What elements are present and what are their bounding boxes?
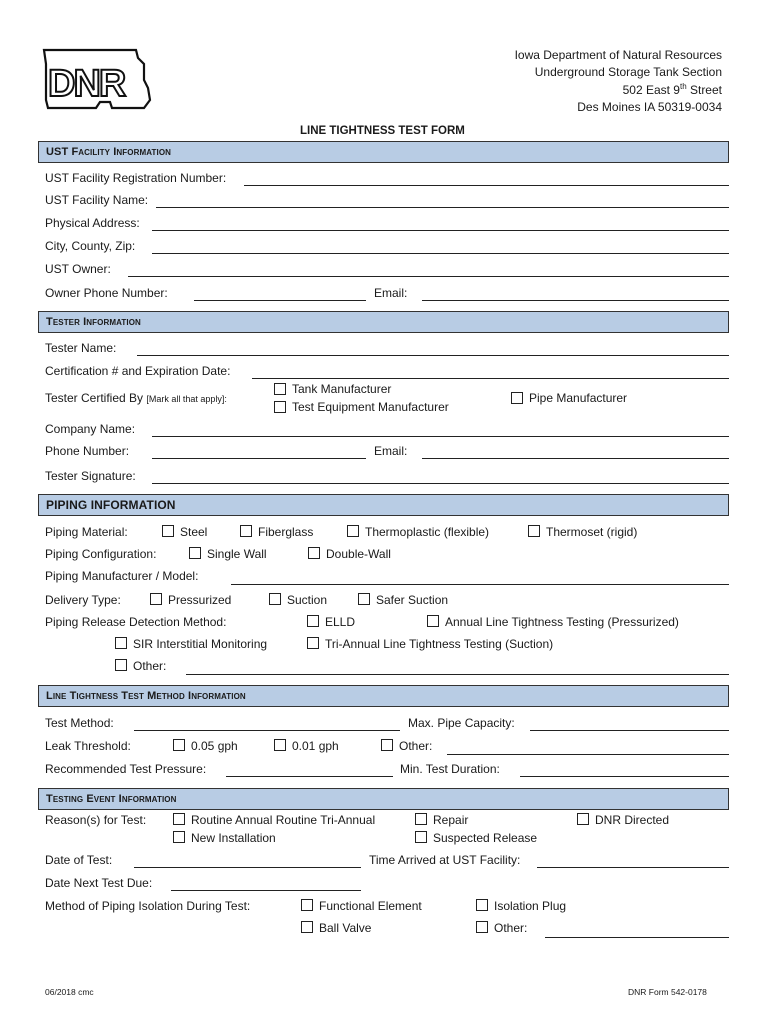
001-gph-label: 0.01 gph (292, 739, 339, 753)
tester-signature-label: Tester Signature: (45, 469, 136, 483)
date-of-test-field[interactable] (134, 867, 361, 868)
test-method-field[interactable] (134, 730, 400, 731)
isolation-method-label: Method of Piping Isolation During Test: (45, 899, 251, 913)
footer-form-number: DNR Form 542-0178 (628, 987, 707, 997)
release-other-field[interactable] (186, 674, 729, 675)
checkbox-routine[interactable] (173, 813, 185, 825)
tester-email-field[interactable] (422, 458, 729, 459)
pressurized-label: Pressurized (168, 593, 232, 607)
dnr-logo (40, 44, 156, 116)
tester-signature-field[interactable] (152, 483, 729, 484)
checkbox-suspected-release[interactable] (415, 831, 427, 843)
owner-phone-label: Owner Phone Number: (45, 286, 168, 300)
005-gph-label: 0.05 gph (191, 739, 238, 753)
release-detection-label: Piping Release Detection Method: (45, 615, 227, 629)
checkbox-safer-suction[interactable] (358, 593, 370, 605)
physical-address-label: Physical Address: (45, 216, 140, 230)
tester-phone-field[interactable] (152, 458, 366, 459)
checkbox-001-gph[interactable] (274, 739, 286, 751)
thermoset-label: Thermoset (rigid) (546, 525, 638, 539)
threshold-other-field[interactable] (447, 754, 729, 755)
section-header-tester: Tester Information (38, 311, 729, 333)
certification-label: Certification # and Expiration Date: (45, 364, 231, 378)
double-wall-label: Double-Wall (326, 547, 391, 561)
test-method-label: Test Method: (45, 716, 114, 730)
date-next-due-label: Date Next Test Due: (45, 876, 153, 890)
piping-material-label: Piping Material: (45, 525, 128, 539)
agency-name: Iowa Department of Natural Resources (514, 48, 722, 62)
section-header-piping: PIPING INFORMATION (38, 494, 729, 516)
footer-revision: 06/2018 cmc (45, 987, 94, 997)
tester-name-label: Tester Name: (45, 341, 117, 355)
routine-label: Routine Annual Routine Tri-Annual (191, 813, 376, 827)
safer-suction-label: Safer Suction (376, 593, 449, 607)
checkbox-isolation-other[interactable] (476, 921, 488, 933)
max-pipe-capacity-field[interactable] (530, 730, 729, 731)
dnr-directed-label: DNR Directed (595, 813, 670, 827)
owner-email-label: Email: (374, 286, 408, 300)
facility-registration-label: UST Facility Registration Number: (45, 171, 227, 185)
triannual-ltt-label: Tri-Annual Line Tightness Testing (Suction) (325, 637, 554, 651)
tank-manufacturer-label: Tank Manufacturer (292, 382, 392, 396)
thermoplastic-label: Thermoplastic (flexible) (365, 525, 490, 539)
single-wall-label: Single Wall (207, 547, 267, 561)
suction-label: Suction (287, 593, 328, 607)
facility-name-field[interactable] (156, 207, 729, 208)
agency-city: Des Moines IA 50319-0034 (577, 100, 722, 114)
certification-field[interactable] (252, 378, 729, 379)
test-equipment-manufacturer-label: Test Equipment Manufacturer (292, 400, 449, 414)
city-county-zip-label: City, County, Zip: (45, 239, 136, 253)
pipe-manufacturer-label: Pipe Manufacturer (529, 391, 628, 405)
section-header-testing-event: Testing Event Information (38, 788, 729, 810)
checkbox-suction[interactable] (269, 593, 281, 605)
checkbox-tank-manufacturer[interactable] (274, 383, 286, 395)
agency-street: 502 East 9th Street (622, 82, 722, 97)
reasons-label: Reason(s) for Test: (45, 813, 147, 827)
time-arrived-field[interactable] (537, 867, 729, 868)
checkbox-pressurized[interactable] (150, 593, 162, 605)
city-county-zip-field[interactable] (152, 253, 729, 254)
isolation-other-label: Other: (494, 921, 528, 935)
checkbox-threshold-other[interactable] (381, 739, 393, 751)
logo-text: DNR (48, 63, 125, 105)
checkbox-annual-ltt[interactable] (427, 615, 439, 627)
checkbox-sir[interactable] (115, 637, 127, 649)
owner-email-field[interactable] (422, 300, 729, 301)
physical-address-field[interactable] (152, 230, 729, 231)
new-installation-label: New Installation (191, 831, 276, 845)
tester-name-field[interactable] (137, 355, 729, 356)
ust-owner-field[interactable] (128, 276, 729, 277)
recommended-pressure-field[interactable] (226, 776, 393, 777)
agency-section: Underground Storage Tank Section (534, 65, 722, 79)
min-test-duration-label: Min. Test Duration: (400, 762, 500, 776)
repair-label: Repair (433, 813, 469, 827)
max-pipe-capacity-label: Max. Pipe Capacity: (408, 716, 515, 730)
recommended-pressure-label: Recommended Test Pressure: (45, 762, 207, 776)
date-of-test-label: Date of Test: (45, 853, 113, 867)
section-header-facility: UST Facility Information (38, 141, 729, 163)
checkbox-elld[interactable] (307, 615, 319, 627)
company-name-field[interactable] (152, 436, 729, 437)
checkbox-thermoplastic[interactable] (347, 525, 359, 537)
checkbox-repair[interactable] (415, 813, 427, 825)
checkbox-test-equipment-manufacturer[interactable] (274, 401, 286, 413)
delivery-type-label: Delivery Type: (45, 593, 121, 607)
min-test-duration-field[interactable] (520, 776, 729, 777)
time-arrived-label: Time Arrived at UST Facility: (369, 853, 521, 867)
checkbox-new-installation[interactable] (173, 831, 185, 843)
checkbox-ball-valve[interactable] (301, 921, 313, 933)
checkbox-triannual-ltt[interactable] (307, 637, 319, 649)
checkbox-steel[interactable] (162, 525, 174, 537)
elld-label: ELLD (325, 615, 356, 629)
functional-element-label: Functional Element (319, 899, 422, 913)
sir-label: SIR Interstitial Monitoring (133, 637, 268, 651)
release-other-label: Other: (133, 659, 167, 673)
tester-certified-by-label: Tester Certified By [Mark all that apply]: (45, 391, 227, 405)
facility-registration-field[interactable] (244, 185, 729, 186)
checkbox-isolation-plug[interactable] (476, 899, 488, 911)
checkbox-functional-element[interactable] (301, 899, 313, 911)
fiberglass-label: Fiberglass (258, 525, 314, 539)
leak-threshold-label: Leak Threshold: (45, 739, 131, 753)
checkbox-fiberglass[interactable] (240, 525, 252, 537)
date-next-due-field[interactable] (171, 890, 361, 891)
threshold-other-label: Other: (399, 739, 433, 753)
section-header-test-method: Line Tightness Test Method Information (38, 685, 729, 707)
checkbox-thermoset[interactable] (528, 525, 540, 537)
ust-owner-label: UST Owner: (45, 262, 111, 276)
piping-manufacturer-label: Piping Manufacturer / Model: (45, 569, 199, 583)
checkbox-double-wall[interactable] (308, 547, 320, 559)
checkbox-pipe-manufacturer[interactable] (511, 392, 523, 404)
checkbox-005-gph[interactable] (173, 739, 185, 751)
tester-phone-label: Phone Number: (45, 444, 130, 458)
isolation-plug-label: Isolation Plug (494, 899, 567, 913)
piping-manufacturer-field[interactable] (231, 584, 729, 585)
isolation-other-field[interactable] (545, 937, 729, 938)
facility-name-label: UST Facility Name: (45, 193, 149, 207)
checkbox-release-other[interactable] (115, 659, 127, 671)
company-name-label: Company Name: (45, 422, 136, 436)
checkbox-dnr-directed[interactable] (577, 813, 589, 825)
form-title: LINE TIGHTNESS TEST FORM (300, 125, 465, 137)
checkbox-single-wall[interactable] (189, 547, 201, 559)
annual-ltt-label: Annual Line Tightness Testing (Pressurized) (445, 615, 679, 629)
piping-configuration-label: Piping Configuration: (45, 547, 157, 561)
tester-email-label: Email: (374, 444, 408, 458)
suspected-release-label: Suspected Release (433, 831, 538, 845)
ball-valve-label: Ball Valve (319, 921, 372, 935)
owner-phone-field[interactable] (194, 300, 366, 301)
steel-label: Steel (180, 525, 208, 539)
